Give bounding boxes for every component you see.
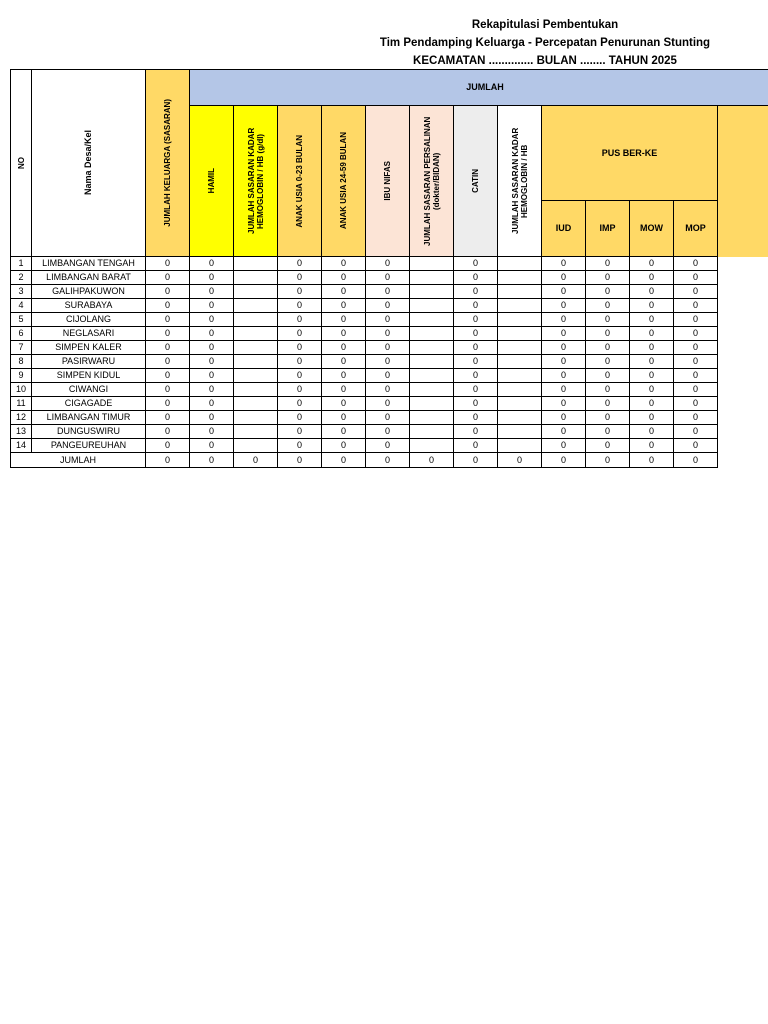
cell-catin: 0 (454, 397, 498, 411)
cell-mop: 0 (674, 383, 718, 397)
col-catin-header: CATIN (454, 106, 498, 257)
table-row (11, 299, 768, 313)
cell-mow: 0 (630, 411, 674, 425)
cell-a2459: 0 (322, 341, 366, 355)
cell-kel: 0 (146, 299, 190, 313)
cell-imp: 0 (586, 341, 630, 355)
row-number: 6 (11, 327, 32, 341)
cell-a023: 0 (278, 327, 322, 341)
cell-nifas: 0 (366, 327, 410, 341)
cell-nifas: 0 (366, 369, 410, 383)
cell-imp: 0 (586, 313, 630, 327)
cell-mow: 0 (630, 257, 674, 271)
cell-catin: 0 (454, 369, 498, 383)
cell-a023: 0 (278, 257, 322, 271)
cell-persalinan (410, 327, 454, 341)
cell-hamil: 0 (190, 271, 234, 285)
cell-nifas: 0 (366, 383, 410, 397)
cell-hbc (498, 369, 542, 383)
cell-mop: 0 (674, 411, 718, 425)
cell-mop: 0 (674, 271, 718, 285)
cell-mop: 0 (674, 397, 718, 411)
cell-hamil: 0 (190, 285, 234, 299)
row-number: 7 (11, 341, 32, 355)
cell-a2459: 0 (322, 383, 366, 397)
cell-imp: 0 (586, 397, 630, 411)
cell-iud: 0 (542, 411, 586, 425)
cell-hb (234, 313, 278, 327)
cell-hbc (498, 285, 542, 299)
cell-hbc (498, 257, 542, 271)
cell-catin: 0 (454, 285, 498, 299)
row-number: 4 (11, 299, 32, 313)
cell-mow: 0 (630, 271, 674, 285)
table-row (11, 257, 768, 271)
row-overflow (718, 271, 768, 285)
cell-imp: 0 (586, 425, 630, 439)
cell-imp: 0 (586, 369, 630, 383)
cell-a023: 0 (278, 341, 322, 355)
cell-a023: 0 (278, 285, 322, 299)
row-number: 5 (11, 313, 32, 327)
cell-hamil: 0 (190, 411, 234, 425)
recap-table (10, 69, 768, 468)
cell-nifas: 0 (366, 411, 410, 425)
cell-kel: 0 (146, 411, 190, 425)
cell-hb (234, 369, 278, 383)
row-overflow (718, 425, 768, 439)
cell-mow: 0 (630, 313, 674, 327)
cell-mop: 0 (674, 327, 718, 341)
cell-nifas: 0 (366, 439, 410, 453)
cell-hamil: 0 (190, 299, 234, 313)
cell-nifas: 0 (366, 355, 410, 369)
village-name: PASIRWARU (32, 355, 146, 369)
cell-iud: 0 (542, 313, 586, 327)
cell-hamil: 0 (190, 341, 234, 355)
cell-iud: 0 (542, 383, 586, 397)
cell-imp: 0 (586, 299, 630, 313)
village-name: NEGLASARI (32, 327, 146, 341)
table-row (11, 411, 768, 425)
row-overflow (718, 453, 768, 468)
cell-imp: 0 (586, 327, 630, 341)
cell-mow: 0 (630, 439, 674, 453)
village-name: LIMBANGAN BARAT (32, 271, 146, 285)
cell-hbc (498, 411, 542, 425)
report-title: Rekapitulasi Pembentukan (471, 19, 619, 31)
cell-catin: 0 (454, 327, 498, 341)
cell-imp: 0 (586, 271, 630, 285)
cell-hb (234, 271, 278, 285)
cell-catin: 0 (454, 439, 498, 453)
cell-a2459: 0 (322, 271, 366, 285)
row-overflow (718, 397, 768, 411)
cell-a023: 0 (278, 369, 322, 383)
cell-iud: 0 (542, 397, 586, 411)
cell-iud: 0 (542, 271, 586, 285)
cell-hbc (498, 397, 542, 411)
col-mop-header: MOP (674, 201, 718, 257)
col-anak-24-59-header: ANAK USIA 24-59 BULAN (322, 106, 366, 257)
cell-mow: 0 (630, 299, 674, 313)
cell-nifas: 0 (366, 285, 410, 299)
cell-persalinan (410, 341, 454, 355)
cell-imp: 0 (586, 285, 630, 299)
cell-catin: 0 (454, 299, 498, 313)
jumlah-group-header: JUMLAH (190, 70, 768, 106)
cell-imp: 0 (586, 257, 630, 271)
col-nama-header: Nama Desa/Kel (32, 70, 146, 257)
cell-hbc (498, 341, 542, 355)
row-number: 1 (11, 257, 32, 271)
table-row (11, 439, 768, 453)
cell-a2459: 0 (322, 425, 366, 439)
row-overflow (718, 285, 768, 299)
cell-a2459: 0 (322, 285, 366, 299)
row-number: 3 (11, 285, 32, 299)
cell-persalinan (410, 425, 454, 439)
cell-kel: 0 (146, 271, 190, 285)
table-row (11, 313, 768, 327)
cell-kel: 0 (146, 425, 190, 439)
row-overflow (718, 369, 768, 383)
cell-hb (234, 425, 278, 439)
col-anak-0-23-header: ANAK USIA 0-23 BULAN (278, 106, 322, 257)
cell-a2459: 0 (322, 369, 366, 383)
cell-hamil: 0 (190, 369, 234, 383)
row-overflow (718, 411, 768, 425)
cell-hbc (498, 383, 542, 397)
row-overflow (718, 313, 768, 327)
cell-hb (234, 411, 278, 425)
village-name: GALIHPAKUWON (32, 285, 146, 299)
cell-kel: 0 (146, 327, 190, 341)
cell-hamil: 0 (190, 383, 234, 397)
col-jumlah-keluarga-header: JUMLAH KELUARGA (SASARAN) (146, 70, 190, 257)
table-row (11, 285, 768, 299)
total-label: JUMLAH (11, 453, 146, 468)
row-overflow (718, 299, 768, 313)
total-cell: 0 (146, 453, 190, 468)
table-row (11, 425, 768, 439)
total-cell: 0 (234, 453, 278, 468)
cell-hamil: 0 (190, 355, 234, 369)
table-row (11, 369, 768, 383)
total-cell: 0 (366, 453, 410, 468)
cell-persalinan (410, 383, 454, 397)
row-overflow (718, 439, 768, 453)
col-imp-header: IMP (586, 201, 630, 257)
cell-hb (234, 383, 278, 397)
cell-kel: 0 (146, 383, 190, 397)
cell-hb (234, 299, 278, 313)
cell-a2459: 0 (322, 299, 366, 313)
cell-a023: 0 (278, 425, 322, 439)
total-cell: 0 (630, 453, 674, 468)
total-cell: 0 (498, 453, 542, 468)
cell-iud: 0 (542, 425, 586, 439)
cell-persalinan (410, 397, 454, 411)
cell-persalinan (410, 411, 454, 425)
cell-hb (234, 355, 278, 369)
col-iud-header: IUD (542, 201, 586, 257)
cell-a2459: 0 (322, 397, 366, 411)
village-name: CIJOLANG (32, 313, 146, 327)
village-name: CIGAGADE (32, 397, 146, 411)
village-name: LIMBANGAN TIMUR (32, 411, 146, 425)
cell-hbc (498, 355, 542, 369)
cell-iud: 0 (542, 355, 586, 369)
cell-catin: 0 (454, 411, 498, 425)
cell-imp: 0 (586, 383, 630, 397)
cell-nifas: 0 (366, 313, 410, 327)
cell-mop: 0 (674, 369, 718, 383)
cell-persalinan (410, 299, 454, 313)
cell-a2459: 0 (322, 257, 366, 271)
cell-iud: 0 (542, 369, 586, 383)
col-hamil-header: HAMIL (190, 106, 234, 257)
cell-kel: 0 (146, 355, 190, 369)
cell-hb (234, 439, 278, 453)
village-name: PANGEUREUHAN (32, 439, 146, 453)
cell-iud: 0 (542, 299, 586, 313)
cell-hbc (498, 327, 542, 341)
cell-kel: 0 (146, 369, 190, 383)
cell-iud: 0 (542, 257, 586, 271)
cell-hb (234, 341, 278, 355)
row-number: 11 (11, 397, 32, 411)
cell-persalinan (410, 369, 454, 383)
cell-imp: 0 (586, 355, 630, 369)
table-row (11, 341, 768, 355)
table-row (11, 327, 768, 341)
cell-a2459: 0 (322, 313, 366, 327)
cell-mow: 0 (630, 355, 674, 369)
cell-kel: 0 (146, 439, 190, 453)
col-mow-header: MOW (630, 201, 674, 257)
cell-iud: 0 (542, 327, 586, 341)
cell-imp: 0 (586, 439, 630, 453)
cell-imp: 0 (586, 411, 630, 425)
table-row (11, 383, 768, 397)
cell-mow: 0 (630, 425, 674, 439)
cell-iud: 0 (542, 341, 586, 355)
table-row (11, 271, 768, 285)
col-hb-catin-header: JUMLAH SASARAN KADAR HEMOGLOBIN / HB (498, 106, 542, 257)
cell-mow: 0 (630, 327, 674, 341)
cell-persalinan (410, 285, 454, 299)
cell-a2459: 0 (322, 439, 366, 453)
cell-hbc (498, 425, 542, 439)
pus-group-header: PUS BER-KE (542, 106, 718, 201)
village-name: SURABAYA (32, 299, 146, 313)
cell-hbc (498, 299, 542, 313)
cell-kel: 0 (146, 285, 190, 299)
cell-kel: 0 (146, 313, 190, 327)
cell-mow: 0 (630, 369, 674, 383)
report-subtitle: Tim Pendamping Keluarga - Percepatan Penurunan Stunting (379, 37, 711, 49)
cell-a2459: 0 (322, 411, 366, 425)
cell-persalinan (410, 313, 454, 327)
row-overflow (718, 355, 768, 369)
cell-a023: 0 (278, 439, 322, 453)
col-persalinan-header: JUMLAH SASARAN PERSALINAN (dokter/BIDAN) (410, 106, 454, 257)
cell-kel: 0 (146, 397, 190, 411)
cell-persalinan (410, 355, 454, 369)
village-name: CIWANGI (32, 383, 146, 397)
cell-hamil: 0 (190, 257, 234, 271)
cell-mop: 0 (674, 299, 718, 313)
cell-mop: 0 (674, 355, 718, 369)
cell-mop: 0 (674, 341, 718, 355)
cell-a023: 0 (278, 299, 322, 313)
cell-a023: 0 (278, 411, 322, 425)
cell-kel: 0 (146, 257, 190, 271)
row-number: 9 (11, 369, 32, 383)
row-overflow (718, 383, 768, 397)
cell-a023: 0 (278, 383, 322, 397)
cell-catin: 0 (454, 383, 498, 397)
cell-a023: 0 (278, 313, 322, 327)
cell-hbc (498, 271, 542, 285)
cell-catin: 0 (454, 271, 498, 285)
cell-mop: 0 (674, 313, 718, 327)
total-cell: 0 (410, 453, 454, 468)
row-overflow (718, 257, 768, 271)
total-cell: 0 (190, 453, 234, 468)
col-no-header: NO (11, 70, 32, 257)
row-number: 10 (11, 383, 32, 397)
cell-a023: 0 (278, 397, 322, 411)
cell-catin: 0 (454, 425, 498, 439)
cell-hbc (498, 313, 542, 327)
cell-catin: 0 (454, 355, 498, 369)
row-number: 14 (11, 439, 32, 453)
cell-hamil: 0 (190, 327, 234, 341)
table-row (11, 397, 768, 411)
cell-hb (234, 397, 278, 411)
cell-a2459: 0 (322, 355, 366, 369)
cell-hamil: 0 (190, 397, 234, 411)
row-number: 13 (11, 425, 32, 439)
cell-nifas: 0 (366, 341, 410, 355)
cell-mow: 0 (630, 397, 674, 411)
cell-catin: 0 (454, 313, 498, 327)
cell-nifas: 0 (366, 397, 410, 411)
cell-nifas: 0 (366, 271, 410, 285)
cell-iud: 0 (542, 439, 586, 453)
total-cell: 0 (454, 453, 498, 468)
table-body (11, 257, 768, 453)
cell-hamil: 0 (190, 439, 234, 453)
cell-persalinan (410, 271, 454, 285)
report-period: KECAMATAN .............. BULAN ........ TAHUN 2025 (413, 55, 677, 67)
col-hb-hamil-header: JUMLAH SASARAN KADAR HEMOGLOBIN / HB (g/dl) (234, 106, 278, 257)
cell-iud: 0 (542, 285, 586, 299)
cell-nifas: 0 (366, 425, 410, 439)
cell-kel: 0 (146, 341, 190, 355)
cell-hamil: 0 (190, 313, 234, 327)
cell-catin: 0 (454, 257, 498, 271)
cell-catin: 0 (454, 341, 498, 355)
row-number: 8 (11, 355, 32, 369)
total-row (11, 453, 768, 468)
cell-a023: 0 (278, 271, 322, 285)
cell-mop: 0 (674, 439, 718, 453)
row-number: 12 (11, 411, 32, 425)
row-number: 2 (11, 271, 32, 285)
cell-nifas: 0 (366, 299, 410, 313)
village-name: DUNGUSWIRU (32, 425, 146, 439)
cell-mow: 0 (630, 383, 674, 397)
village-name: SIMPEN KIDUL (32, 369, 146, 383)
cell-mop: 0 (674, 257, 718, 271)
total-cell: 0 (586, 453, 630, 468)
row-overflow (718, 341, 768, 355)
row-overflow (718, 327, 768, 341)
cell-mop: 0 (674, 425, 718, 439)
total-cell: 0 (674, 453, 718, 468)
cell-hb (234, 285, 278, 299)
cell-hamil: 0 (190, 425, 234, 439)
cell-mow: 0 (630, 285, 674, 299)
total-cell: 0 (322, 453, 366, 468)
village-name: LIMBANGAN TENGAH (32, 257, 146, 271)
cell-hb (234, 327, 278, 341)
table-row (11, 355, 768, 369)
total-cell: 0 (278, 453, 322, 468)
cell-mop: 0 (674, 285, 718, 299)
cell-persalinan (410, 257, 454, 271)
cell-a2459: 0 (322, 327, 366, 341)
cell-persalinan (410, 439, 454, 453)
cell-a023: 0 (278, 355, 322, 369)
village-name: SIMPEN KALER (32, 341, 146, 355)
cell-hbc (498, 439, 542, 453)
cell-nifas: 0 (366, 257, 410, 271)
col-ibu-nifas-header: IBU NIFAS (366, 106, 410, 257)
total-cell: 0 (542, 453, 586, 468)
cell-hb (234, 257, 278, 271)
cell-mow: 0 (630, 341, 674, 355)
pus-overflow (718, 106, 768, 257)
